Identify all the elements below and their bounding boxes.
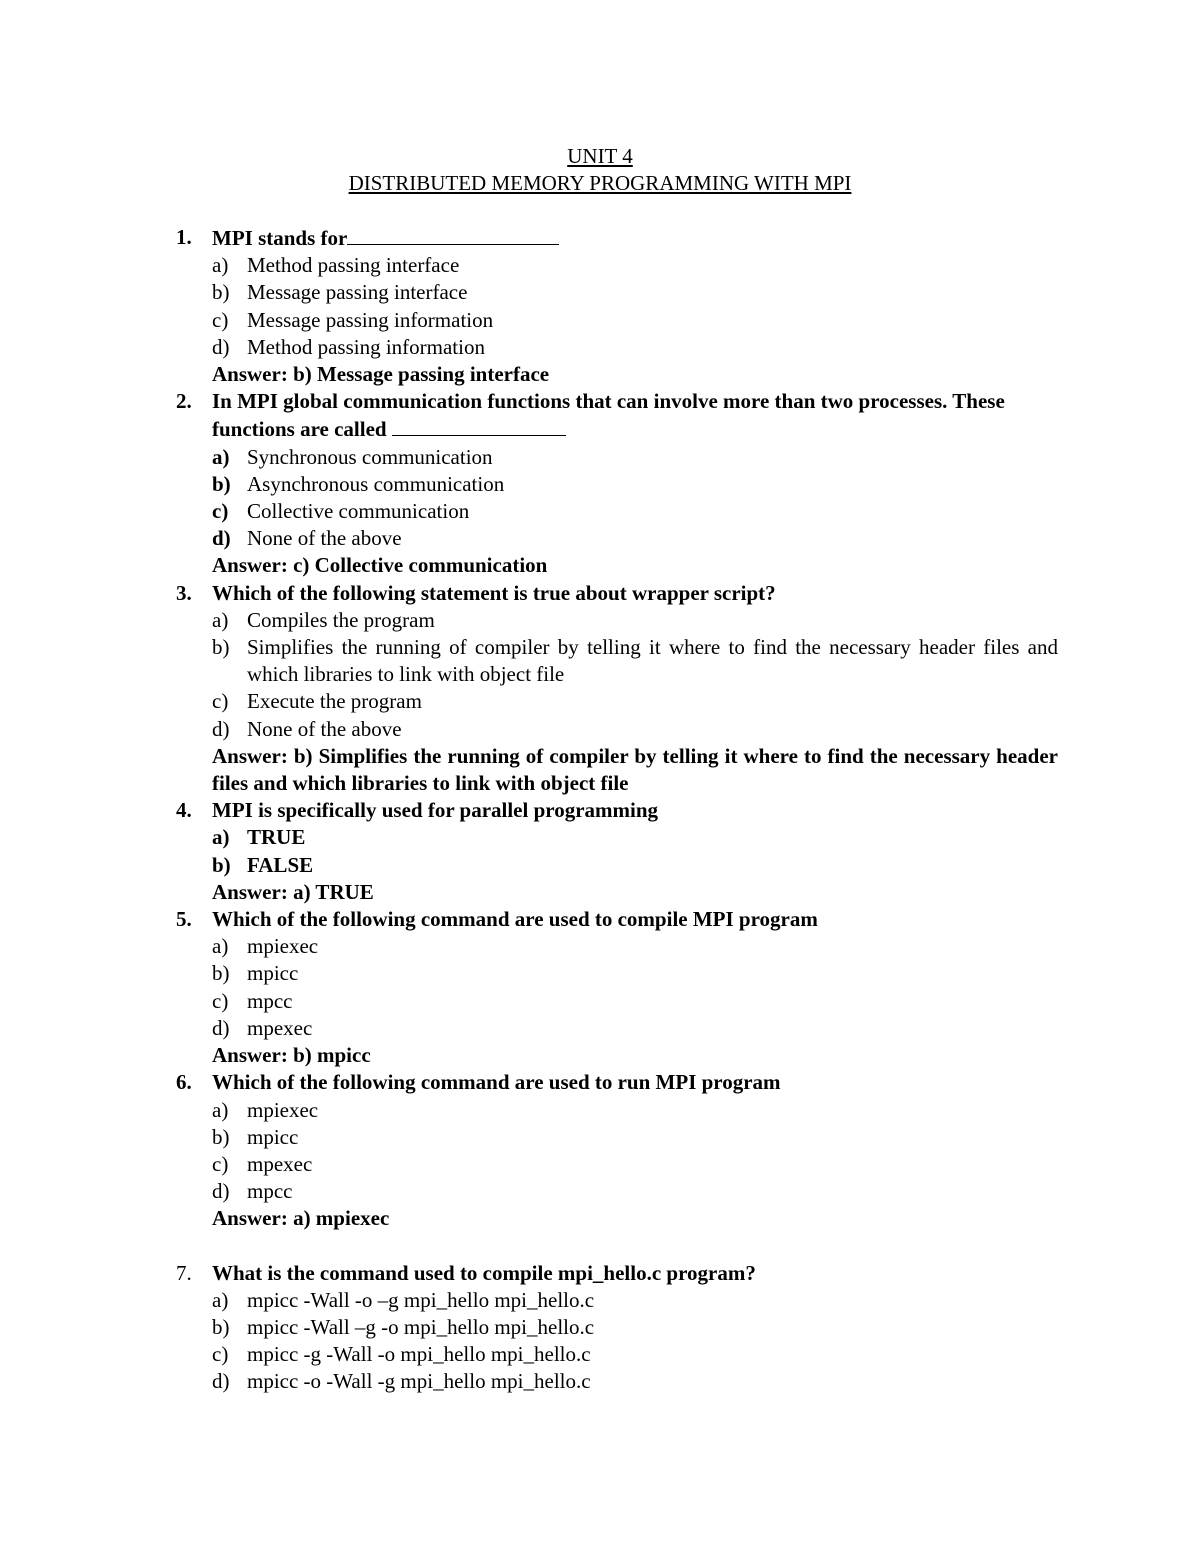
- option-text: Message passing interface: [247, 280, 468, 305]
- option-text: Asynchronous communication: [247, 471, 505, 496]
- answer-line: Answer: c) Collective communication: [212, 553, 548, 578]
- option-letter: a): [212, 825, 230, 850]
- option-text: mpicc -Wall –g -o mpi_hello mpi_hello.c: [247, 1314, 595, 1339]
- option-text: Collective communication: [247, 499, 470, 524]
- option: [0, 279, 1058, 306]
- option: [0, 634, 1058, 688]
- option: [0, 1015, 1058, 1042]
- question-3: [0, 580, 1200, 798]
- option-letter: b): [212, 1314, 230, 1339]
- question-text: MPI is specifically used for parallel programming: [212, 798, 659, 823]
- question-number: 6.: [176, 1070, 192, 1095]
- option: [0, 1097, 1058, 1124]
- question-2: [0, 388, 1200, 579]
- option-text: mpexec: [247, 1015, 313, 1040]
- unit-heading: UNIT 4: [567, 144, 633, 168]
- option-text: mpexec: [247, 1151, 313, 1176]
- question-list: [0, 224, 1200, 1396]
- option: [0, 1314, 1058, 1341]
- answer-line: Answer: b) Simplifies the running of compiler by telling it where to find the necessary header files and which libraries to link with object file: [212, 743, 1058, 796]
- option: [0, 1151, 1058, 1178]
- option-text: Simplifies the running of compiler by telling it where to find the necessary header files and which libraries to link with object file: [247, 635, 1058, 687]
- question-text: MPI stands for: [212, 226, 348, 250]
- option: [0, 607, 1058, 634]
- option-letter: d): [212, 526, 231, 551]
- option-text: mpiexec: [247, 1097, 319, 1122]
- answer-line: Answer: a) mpiexec: [212, 1206, 390, 1231]
- option-letter: a): [212, 1287, 229, 1312]
- option: [0, 988, 1058, 1015]
- option: [0, 852, 1058, 879]
- question-text: Which of the following command are used to compile MPI program: [212, 907, 818, 932]
- option-letter: a): [212, 934, 229, 959]
- option-letter: c): [212, 1342, 229, 1367]
- option: [0, 1368, 1058, 1395]
- option-letter: d): [212, 1015, 230, 1040]
- question-5: [0, 906, 1200, 1069]
- option: [0, 824, 1058, 851]
- option-letter: b): [212, 1124, 230, 1149]
- question-number: 5.: [176, 907, 192, 932]
- option-letter: b): [212, 471, 231, 496]
- option-text: Method passing interface: [247, 253, 460, 278]
- question-4: [0, 797, 1200, 906]
- option: [0, 1124, 1058, 1151]
- option-letter: c): [212, 689, 229, 714]
- option-letter: c): [212, 499, 229, 524]
- option-letter: d): [212, 1369, 230, 1394]
- option-letter: d): [212, 1179, 230, 1204]
- answer-line: Answer: a) TRUE: [212, 879, 374, 904]
- answer-blank: [392, 415, 566, 436]
- question-number: 4.: [176, 798, 192, 823]
- option-letter: a): [212, 253, 229, 278]
- topic-heading: DISTRIBUTED MEMORY PROGRAMMING WITH MPI: [348, 171, 852, 195]
- question-number: 7.: [176, 1260, 192, 1285]
- option: [0, 444, 1058, 471]
- option: [0, 1287, 1058, 1314]
- option-text: Synchronous communication: [247, 444, 493, 469]
- option: [0, 1341, 1058, 1368]
- option: [0, 525, 1058, 552]
- question-text: What is the command used to compile mpi_hello.c program?: [212, 1260, 756, 1285]
- question-number: 3.: [176, 580, 192, 605]
- option-letter: d): [212, 716, 230, 741]
- option: [0, 498, 1058, 525]
- option-text: Compiles the program: [247, 607, 435, 632]
- option-text: mpicc: [247, 961, 299, 986]
- question-7: [0, 1260, 1200, 1396]
- question-1: [0, 224, 1200, 388]
- question-text: In MPI global communication functions that can involve more than two processes. These functions are called: [212, 389, 1005, 442]
- option: [0, 471, 1058, 498]
- option: [0, 334, 1058, 361]
- answer-line: Answer: b) mpicc: [212, 1043, 371, 1068]
- question-text: Which of the following command are used to run MPI program: [212, 1070, 781, 1095]
- option-text: TRUE: [247, 825, 306, 850]
- question-number: 2.: [176, 389, 192, 414]
- option-text: None of the above: [247, 526, 402, 551]
- answer-line: Answer: b) Message passing interface: [212, 362, 550, 387]
- option-text: mpicc -Wall -o –g mpi_hello mpi_hello.c: [247, 1287, 595, 1312]
- option-text: mpcc: [247, 988, 293, 1013]
- option-letter: c): [212, 988, 229, 1013]
- option-letter: b): [212, 852, 231, 877]
- option-letter: b): [212, 635, 230, 660]
- option-letter: c): [212, 307, 229, 332]
- option-text: None of the above: [247, 716, 402, 741]
- option-text: Message passing information: [247, 307, 494, 332]
- option: [0, 252, 1058, 279]
- option: [0, 307, 1058, 334]
- question-6: [0, 1069, 1200, 1232]
- option-letter: a): [212, 444, 230, 469]
- option-text: mpcc: [247, 1179, 293, 1204]
- option: [0, 688, 1058, 715]
- option-text: mpicc -g -Wall -o mpi_hello mpi_hello.c: [247, 1342, 591, 1367]
- answer-blank: [347, 224, 559, 245]
- option-text: mpicc: [247, 1124, 299, 1149]
- option-text: mpicc -o -Wall -g mpi_hello mpi_hello.c: [247, 1369, 591, 1394]
- option-letter: b): [212, 280, 230, 305]
- option-letter: c): [212, 1151, 229, 1176]
- option-letter: d): [212, 334, 230, 359]
- option-text: Method passing information: [247, 334, 485, 359]
- option-text: FALSE: [247, 852, 314, 877]
- option-text: Execute the program: [247, 689, 422, 714]
- option: [0, 716, 1058, 743]
- option-letter: a): [212, 607, 229, 632]
- question-number: 1.: [176, 225, 192, 249]
- option-text: mpiexec: [247, 934, 319, 959]
- question-text: Which of the following statement is true about wrapper script?: [212, 580, 776, 605]
- option: [0, 1178, 1058, 1205]
- option-letter: b): [212, 961, 230, 986]
- option: [0, 960, 1058, 987]
- option: [0, 933, 1058, 960]
- option-letter: a): [212, 1097, 229, 1122]
